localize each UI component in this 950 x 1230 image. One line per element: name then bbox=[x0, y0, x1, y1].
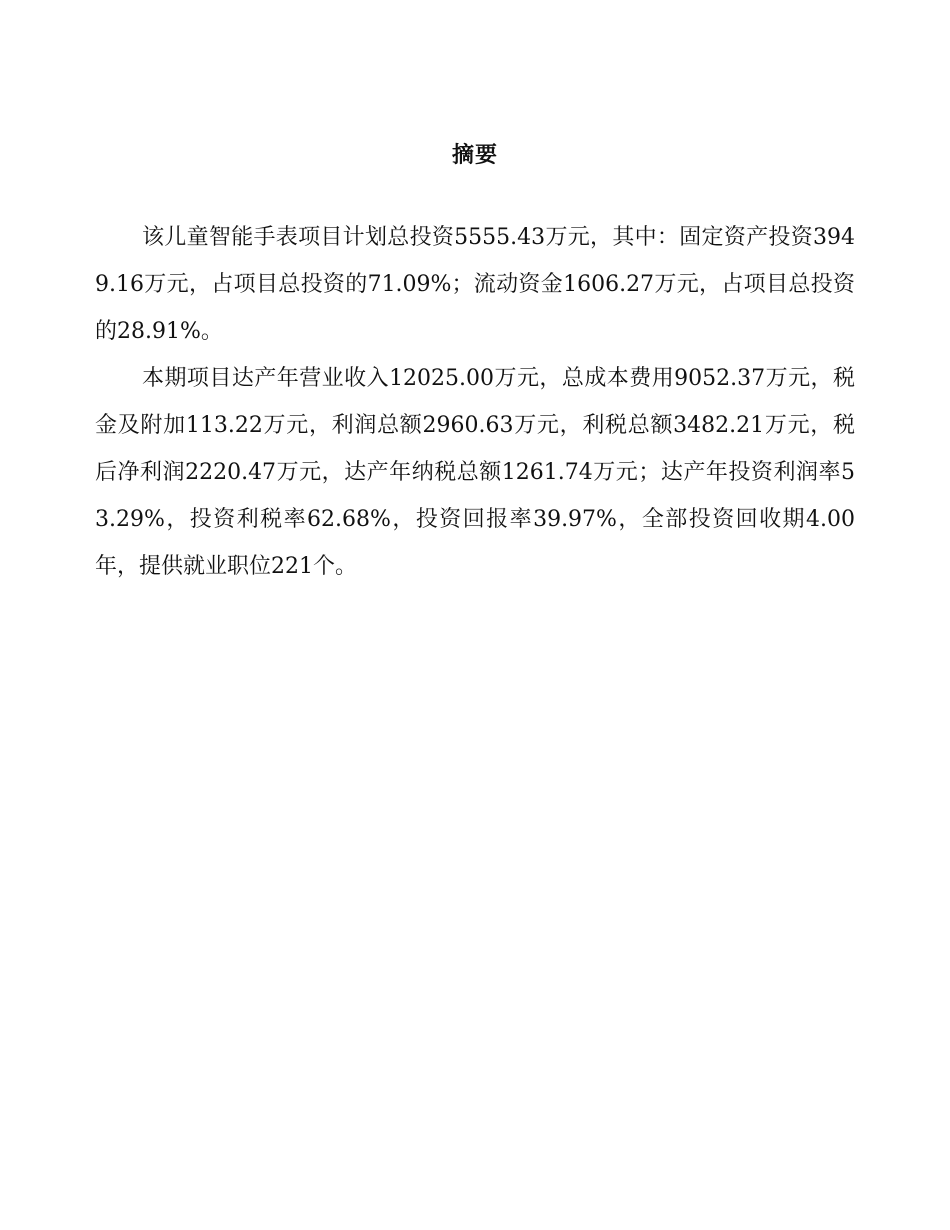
paragraph-investment: 该儿童智能手表项目计划总投资5555.43万元，其中：固定资产投资3949.16万元，占项目总投资的71.09%；流动资金1606.27万元，占项目总投资的28.91%。 bbox=[95, 225, 855, 344]
page-title: 摘要 bbox=[451, 143, 498, 168]
paragraph-financials: 本期项目达产年营业收入12025.00万元，总成本费用9052.37万元，税金及附加113.22万元，利润总额2960.63万元，利税总额3482.21万元，税后净利润2220.47万元，达产年纳税总额1261.74万元；达产年投资利润率53.29%，投资利税率62.68%，投资回报率39.97%，全部投资回收期4.00年，提供就业职位221个。 bbox=[95, 366, 855, 579]
summary-body bbox=[95, 214, 855, 590]
